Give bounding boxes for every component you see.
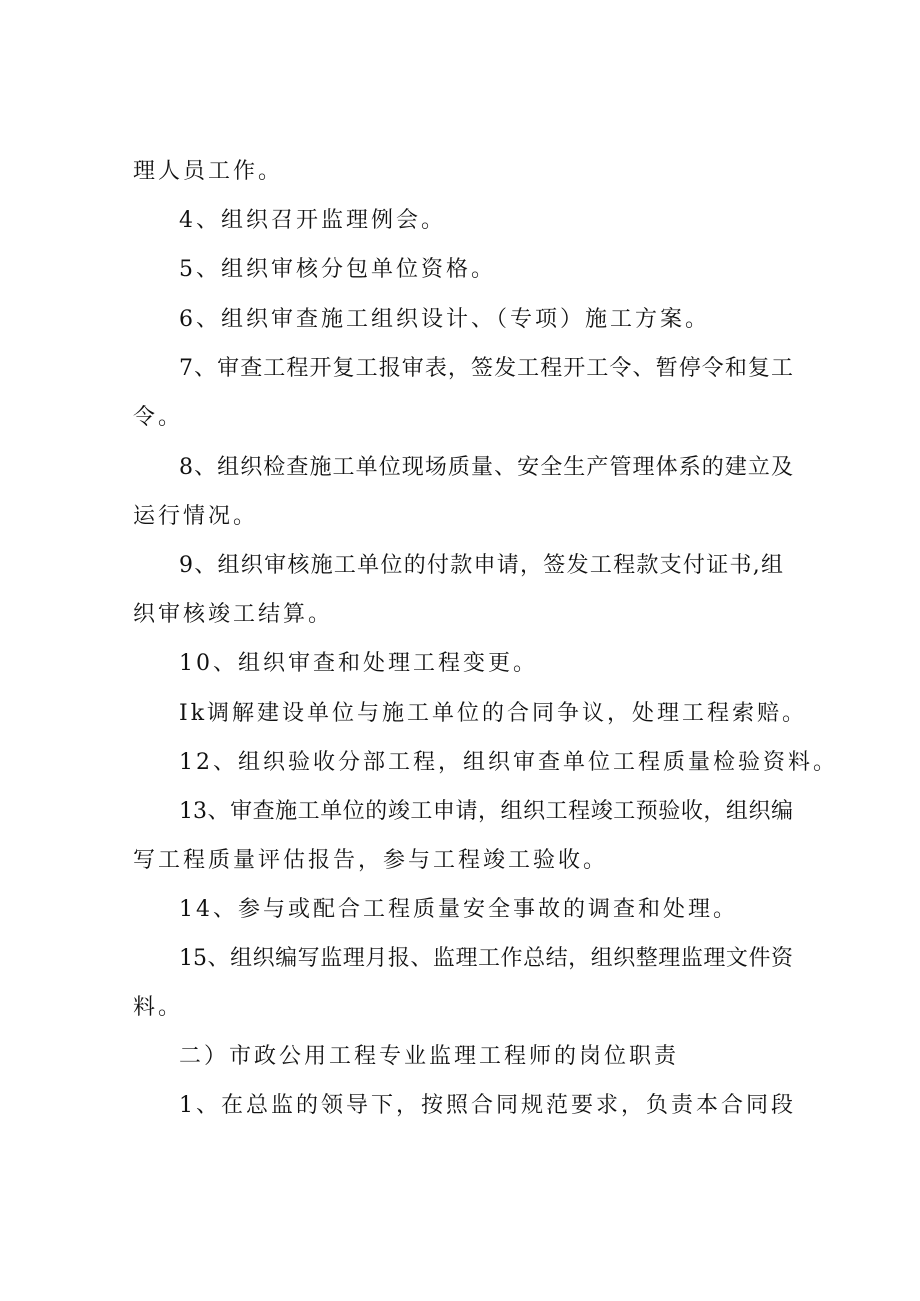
text-line: 14、参与或配合工程质量安全事故的调查和处理。	[179, 897, 738, 922]
text-line: 运行情况。	[133, 504, 259, 529]
text-line: Ik调解建设单位与施工单位的合同争议，处理工程索赔。	[179, 701, 808, 726]
section-heading: 二）市政公用工程专业监理工程师的岗位职责	[179, 1044, 680, 1069]
text-line: 13、审查施工单位的竣工申请，组织工程竣工预验收，组织编	[179, 799, 793, 824]
text-line: 织审核竣工结算。	[133, 602, 334, 627]
text-line: 9、组织审核施工单位的付款申请，签发工程款支付证书,组	[179, 553, 783, 578]
text-line: 7、审查工程开复工报审表，签发工程开工令、暂停令和复工	[179, 356, 793, 381]
text-line: 令。	[133, 405, 184, 430]
text-line: 12、组织验收分部工程，组织审查单位工程质量检验资料。	[179, 750, 838, 775]
text-line: 8、组织检查施工单位现场质量、安全生产管理体系的建立及	[179, 455, 793, 480]
text-line: 料。	[133, 995, 184, 1020]
text-line: 10、组织审查和处理工程变更。	[179, 651, 538, 676]
text-line: 5、组织审核分包单位资格。	[179, 257, 496, 282]
text-line: 15、组织编写监理月报、监理工作总结，组织整理监理文件资	[179, 946, 793, 971]
text-line: 6、组织审查施工组织设计、（专项）施工方案。	[179, 307, 710, 332]
text-line: 4、组织召开监理例会。	[179, 208, 446, 233]
text-line: 1、在总监的领导下，按照合同规范要求，负责本合同段	[179, 1093, 796, 1118]
text-line: 理人员工作。	[133, 159, 284, 184]
text-line: 写工程质量评估报告，参与工程竣工验收。	[133, 848, 609, 873]
